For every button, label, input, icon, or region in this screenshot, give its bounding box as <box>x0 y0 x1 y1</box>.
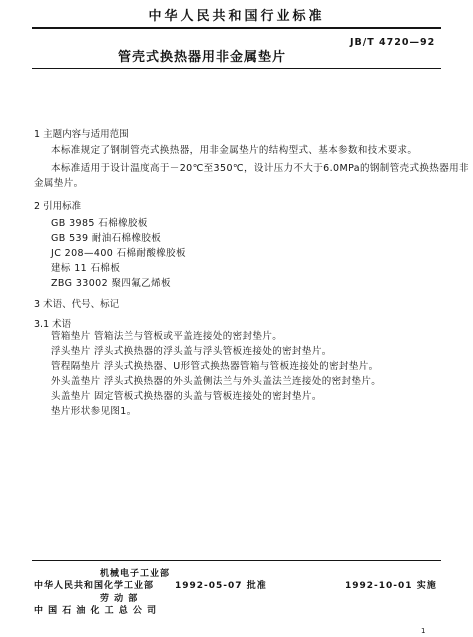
reference-item: 建标 11 石棉板 <box>51 263 121 274</box>
approver-ministry-3: 劳 动 部 <box>100 594 139 604</box>
header-rule <box>32 27 441 29</box>
page-number: 1 <box>421 627 426 635</box>
document-title: 管壳式换热器用非金属垫片 <box>118 50 287 65</box>
document-header-title: 中华人民共和国行业标准 <box>148 9 325 24</box>
section-1-paragraph-1: 本标准规定了钢制管壳式换热器，用非金属垫片的结构型式、基本参数和技术要求。 <box>51 145 418 156</box>
term-definition: 头盖垫片 固定管板式换热器的头盖与管板连接处的密封垫片。 <box>51 391 322 402</box>
term-definition: 外头盖垫片 浮头式换热器的外头盖侧法兰与外头盖法兰连接处的密封垫片。 <box>51 376 382 387</box>
section-1-paragraph-2-line-2: 金属垫片。 <box>34 178 84 189</box>
reference-item: ZBG 33002 聚四氟乙烯板 <box>51 278 171 289</box>
title-rule <box>32 68 441 69</box>
section-1-heading: 1 主题内容与适用范围 <box>34 129 129 140</box>
approval-date: 1992-05-07 批准 <box>175 581 267 591</box>
reference-item: GB 539 耐油石棉橡胶板 <box>51 233 162 244</box>
reference-item: JC 208—400 石棉耐酸橡胶板 <box>51 248 186 259</box>
issuing-organization: 中 国 石 油 化 工 总 公 司 <box>34 606 158 616</box>
section-3-1-heading: 3.1 术语 <box>34 319 72 330</box>
term-definition: 浮头垫片 浮头式换热器的浮头盖与浮头管板连接处的密封垫片。 <box>51 346 332 357</box>
reference-item: GB 3985 石棉橡胶板 <box>51 218 148 229</box>
term-definition: 管箱垫片 管箱法兰与管板或平盖连接处的密封垫片。 <box>51 331 283 342</box>
section-2-heading: 2 引用标准 <box>34 201 82 212</box>
term-definition: 管程隔垫片 浮头式换热器、U形管式换热器管箱与管板连接处的密封垫片。 <box>51 361 379 372</box>
section-1-paragraph-2-line-1: 本标准适用于设计温度高于－20℃至350℃，设计压力不大于6.0MPa的钢制管壳式换热器用非 <box>51 163 469 174</box>
figure-reference-note: 垫片形状参见图1。 <box>51 406 137 417</box>
standard-code: JB/T 4720—92 <box>350 37 436 48</box>
section-3-heading: 3 术语、代号、标记 <box>34 299 120 310</box>
footer-rule <box>32 560 441 561</box>
approver-ministry-2: 中华人民共和国化学工业部 <box>34 581 155 591</box>
implementation-date: 1992-10-01 实施 <box>345 581 437 591</box>
approver-ministry-1: 机械电子工业部 <box>100 569 171 579</box>
